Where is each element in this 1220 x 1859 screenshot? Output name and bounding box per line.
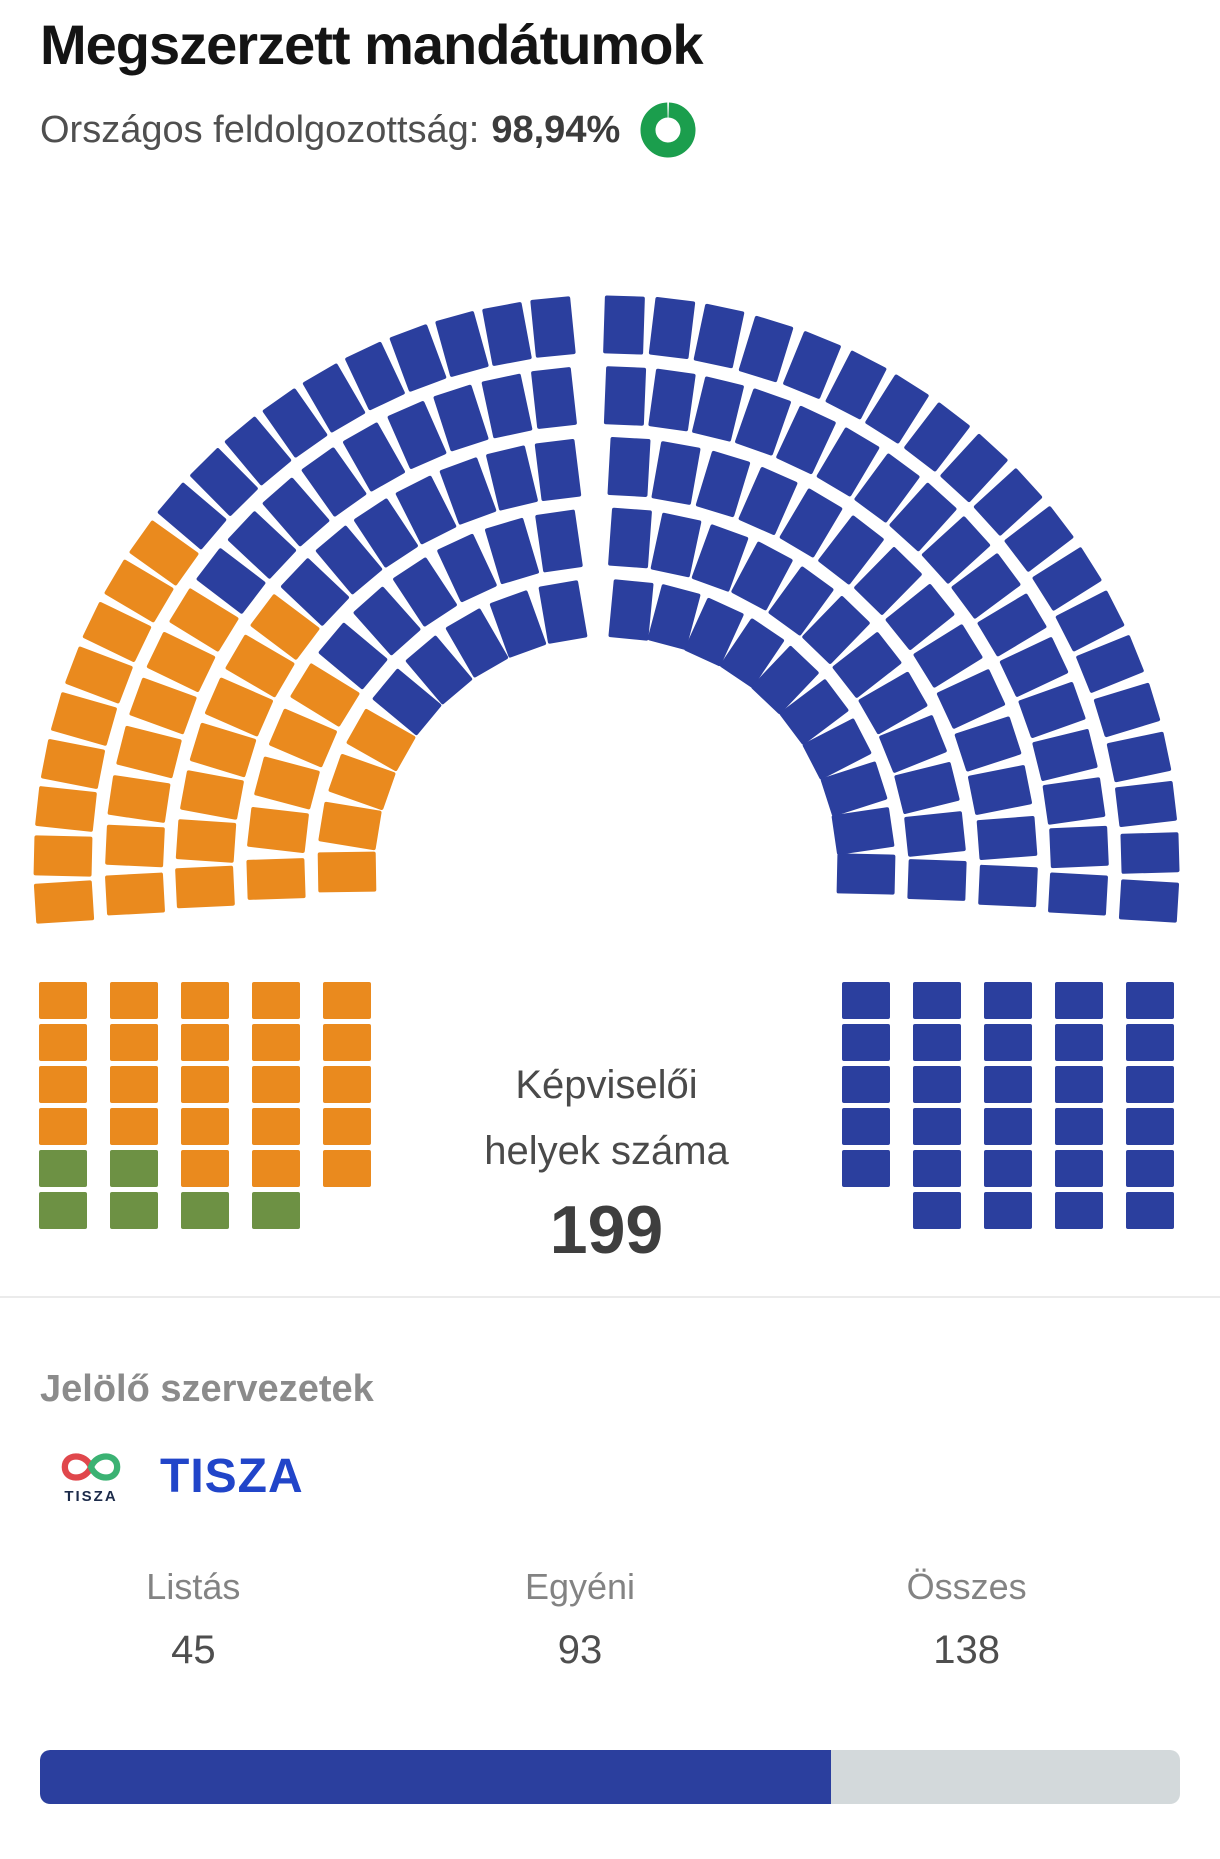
seat xyxy=(832,807,895,855)
party-name: TISZA xyxy=(160,1450,304,1503)
tisza-infinity-icon xyxy=(60,1448,122,1486)
seat xyxy=(318,852,377,893)
stat-col-listas xyxy=(0,1566,387,1673)
seat xyxy=(1120,832,1179,874)
seat xyxy=(319,802,383,851)
processed-value: 98,94% xyxy=(491,108,621,151)
center-label-line2: helyek száma xyxy=(484,1129,729,1173)
seat xyxy=(984,982,1032,1019)
seat xyxy=(608,579,653,641)
seat xyxy=(913,982,961,1019)
seat xyxy=(482,302,532,366)
seat xyxy=(652,441,701,505)
seat xyxy=(603,295,645,354)
stat-col-osszes xyxy=(773,1566,1160,1673)
seat xyxy=(836,853,895,894)
center-label-line1: Képviselői xyxy=(515,1063,698,1107)
stat-col-egyeni xyxy=(387,1566,774,1673)
seat xyxy=(1049,826,1109,869)
seat xyxy=(247,807,309,853)
stat-value: 93 xyxy=(557,1628,603,1672)
seat xyxy=(538,580,587,644)
seat xyxy=(247,858,306,900)
seat xyxy=(968,765,1033,815)
seat xyxy=(105,872,165,915)
stat-label: Összes xyxy=(906,1566,1027,1607)
seat xyxy=(607,437,650,497)
seat xyxy=(115,725,181,778)
tisza-logo-caption: TISZA xyxy=(64,1488,118,1505)
seat xyxy=(534,438,581,500)
seat xyxy=(976,816,1037,860)
seat xyxy=(894,762,960,815)
seat xyxy=(907,859,966,901)
seat xyxy=(1106,731,1171,782)
seat xyxy=(105,825,165,868)
seat xyxy=(180,770,244,820)
seat xyxy=(486,445,539,511)
seat xyxy=(485,518,540,585)
seat xyxy=(1126,982,1174,1019)
seat xyxy=(1119,879,1179,922)
progress-bar-track xyxy=(40,1750,1180,1804)
tisza-logo xyxy=(56,1448,126,1505)
seat xyxy=(34,880,94,924)
section-divider xyxy=(0,1296,1220,1298)
seat xyxy=(904,811,966,857)
party-row-tisza[interactable] xyxy=(56,1448,304,1505)
seat xyxy=(531,367,577,429)
page-title: Megszerzett mandátumok xyxy=(40,13,703,76)
progress-bar-fill xyxy=(40,1750,831,1804)
seat xyxy=(35,786,97,832)
seat xyxy=(323,982,371,1019)
seat xyxy=(692,376,745,442)
section-heading: Jelölő szervezetek xyxy=(40,1368,374,1410)
seat xyxy=(41,738,106,788)
seat xyxy=(1055,982,1103,1019)
seat xyxy=(1043,777,1106,825)
processed-donut-icon xyxy=(640,102,696,158)
seat xyxy=(175,866,235,909)
stat-label: Egyéni xyxy=(524,1566,636,1607)
chart-center-label xyxy=(0,1052,1213,1266)
seat xyxy=(648,369,696,432)
seat xyxy=(604,366,646,426)
seat xyxy=(1032,728,1098,781)
seat xyxy=(39,982,87,1019)
seat xyxy=(110,982,158,1019)
stat-value: 138 xyxy=(933,1628,1001,1672)
seat xyxy=(650,512,701,577)
seat xyxy=(694,304,745,369)
seat xyxy=(1115,781,1177,828)
seat xyxy=(252,982,300,1019)
seat xyxy=(739,315,794,382)
seat xyxy=(482,374,533,439)
processed-row xyxy=(40,102,696,158)
seat xyxy=(254,756,320,810)
seat xyxy=(530,296,576,358)
stat-value: 45 xyxy=(171,1628,216,1672)
seat xyxy=(648,297,695,359)
seat xyxy=(978,865,1038,908)
seat xyxy=(608,508,652,569)
seat xyxy=(181,982,229,1019)
seat xyxy=(535,509,583,572)
processed-label: Országos feldolgozottság: xyxy=(40,108,480,151)
seat xyxy=(176,819,237,863)
seat xyxy=(34,835,93,876)
seat xyxy=(107,774,170,822)
total-seats: 199 xyxy=(549,1192,664,1268)
seat xyxy=(842,982,890,1019)
stat-label: Listás xyxy=(146,1566,241,1607)
seat xyxy=(1093,682,1160,737)
party-stats-row xyxy=(0,1566,1160,1673)
seat xyxy=(1048,872,1108,915)
